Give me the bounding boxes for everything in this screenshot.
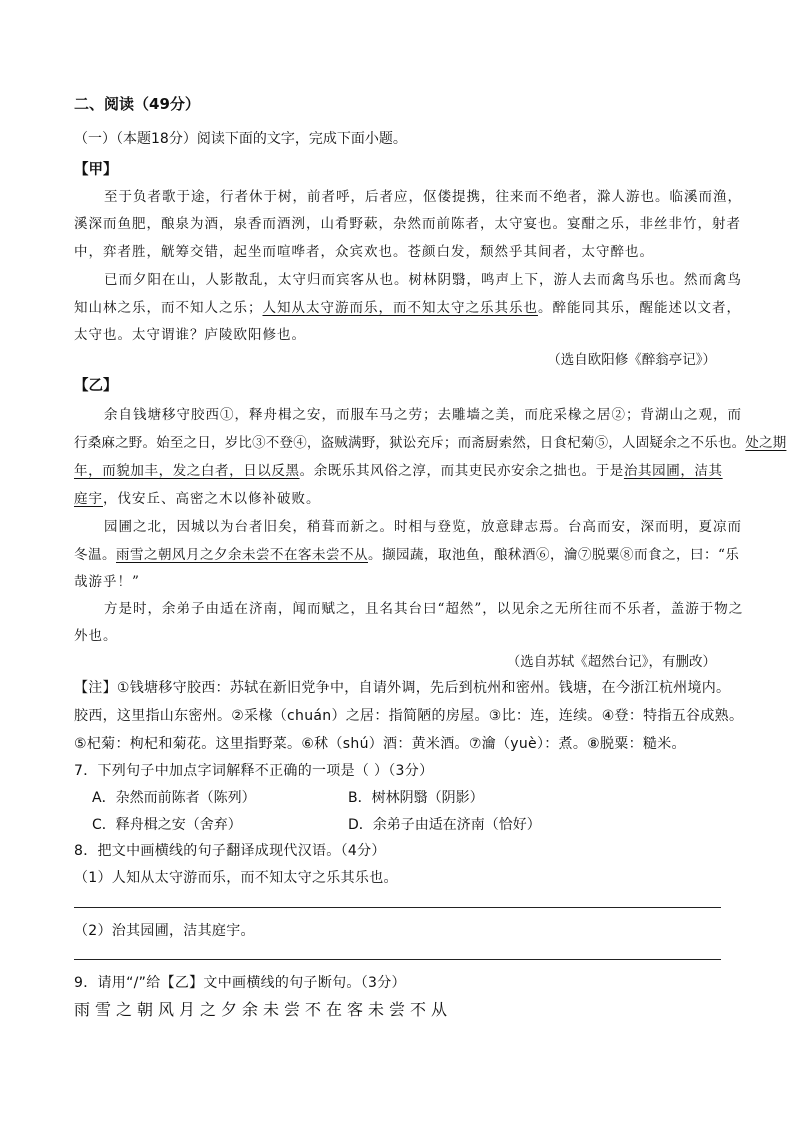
yi-p2-line3: 哉游乎！” <box>74 574 140 590</box>
yi-underline-1: 处之期 <box>745 435 787 451</box>
yi-p1-text-b: 。余既乐其风俗之淳，而其吏民亦安余之拙也。于是 <box>299 463 624 479</box>
jia-underlined-sentence: 人知从太守游而乐，而不知太守之乐其乐也 <box>262 300 538 316</box>
q8-stem: 8．把文中画横线的句子翻译成现代汉语。（4分） <box>74 843 386 859</box>
yi-p2-line1: 园圃之北，因城以为台者旧矣，稍葺而新之。时相与登览，放意肆志焉。台高而安，深而明，夏凉而 <box>104 519 742 535</box>
yi-underline-2: 年，而貌加丰，发之白者，日以反黑 <box>74 463 300 479</box>
q8-sub2: （2）治其园圃，洁其庭宇。 <box>74 923 255 939</box>
q8-sub1: （1）人知从太守游而乐，而不知太守之乐其乐也。 <box>74 870 398 886</box>
jia-p1-line1: 至于负者歌于途，行者休于树，前者呼，后者应，伛偻提携，往来而不绝者，滁人游也。临溪而渔， <box>104 189 742 205</box>
yi-p1-line3 <box>74 459 723 479</box>
jia-tag: 【甲】 <box>74 162 118 178</box>
jia-p1-line2: 溪深而鱼肥，酿泉为酒，泉香而酒洌，山肴野蔌，杂然而前陈者，太守宴也。宴酣之乐，非丝非竹，射者 <box>74 216 741 232</box>
note-line-1: 【注】①钱塘移守胶西：苏轼在新旧党争中，自请外调，先后到杭州和密州。钱塘，在今浙江杭州境内。 <box>74 680 731 696</box>
note-line-3: ⑤杞菊：枸杞和菊花。这里指野菜。⑥秫（shú）酒：黄米酒。⑦瀹（yuè）：煮。⑧脱粟：糙米。 <box>74 736 686 752</box>
q7-option-d: D．余弟子由适在济南（恰好） <box>348 817 541 833</box>
section-title: 二、阅读（49分） <box>74 95 200 113</box>
yi-underlined-sentence: 雨雪之朝风月之夕余未尝不在客未尝不从 <box>116 547 368 563</box>
q7-stem: 7．下列句子中加点字词解释不正确的一项是（ ）（3分） <box>74 763 434 779</box>
jia-p2-line1: 已而夕阳在山，人影散乱，太守归而宾客从也。树林阴翳，鸣声上下，游人去而禽鸟乐也。然而禽鸟 <box>104 272 742 288</box>
jia-p2-line2 <box>74 296 741 316</box>
part1-intro: （一）（本题18分）阅读下面的文字，完成下面小题。 <box>74 131 407 147</box>
jia-p2-line3: 太守也。太守谓谁？庐陵欧阳修也。 <box>74 327 306 343</box>
jia-p2-text-a: 知山林之乐，而不知人之乐； <box>74 300 263 316</box>
yi-p1-text-a: 行桑麻之野。始至之日，岁比③不登④，盗贼满野，狱讼充斥；而斋厨索然，日食杞菊⑤，人固疑余之不乐也。 <box>74 435 746 451</box>
q9-stem: 9．请用“/”给【乙】文中画横线的句子断句。（3分） <box>74 975 406 991</box>
q7-option-b: B．树林阴翳（阴影） <box>348 790 484 806</box>
yi-p1-text-c: ，伐安丘、高密之木以修补破败。 <box>103 491 321 507</box>
jia-source: （选自欧阳修《醉翁亭记》） <box>547 352 716 368</box>
answer-line-1[interactable] <box>74 907 721 908</box>
yi-p1-line4 <box>74 487 321 507</box>
answer-line-2[interactable] <box>74 959 721 960</box>
note-line-2: 胶西，这里指山东密州。②采椽（chuán）之居：指简陋的房屋。③比：连，连续。④登：特指五谷成熟。 <box>74 708 744 724</box>
yi-underline-3: 治其园圃，洁其 <box>623 463 723 479</box>
yi-source: （选自苏轼《超然台记》，有删改） <box>506 654 716 670</box>
jia-p2-text-b: 。醉能同其乐，醒能述以文者， <box>538 300 741 316</box>
q7-option-c: C．释舟楫之安（舍弃） <box>92 817 242 833</box>
yi-p3-line2: 外也。 <box>74 628 118 644</box>
yi-p2-text-b: 。撷园蔬，取池鱼，酿秫酒⑥，瀹⑦脱粟⑧而食之，曰：“乐 <box>368 547 740 563</box>
q7-option-a: A．杂然而前陈者（陈列） <box>92 790 256 806</box>
yi-p2-line2 <box>74 543 739 563</box>
yi-p2-text-a: 冬温。 <box>74 547 116 563</box>
yi-tag: 【乙】 <box>74 378 118 394</box>
yi-p3-line1: 方是时，余弟子由适在济南，闻而赋之，且名其台曰“超然”，以见余之无所往而不乐者，盖游于物之 <box>104 601 744 617</box>
yi-p1-line1: 余自钱塘移守胶西①，释舟楫之安，而服车马之劳；去雕墙之美，而庇采椽之居②；背湖山之观，而 <box>104 407 742 423</box>
q9-sentence-text[interactable]: 雨雪之朝风月之夕余未尝不在客未尝不从 <box>74 1000 453 1019</box>
yi-p1-line2 <box>74 431 786 451</box>
jia-p1-line3: 中，弈者胜，觥筹交错，起坐而喧哗者，众宾欢也。苍颜白发，颓然乎其间者，太守醉也。 <box>74 244 654 260</box>
yi-underline-4: 庭宇 <box>74 491 103 507</box>
